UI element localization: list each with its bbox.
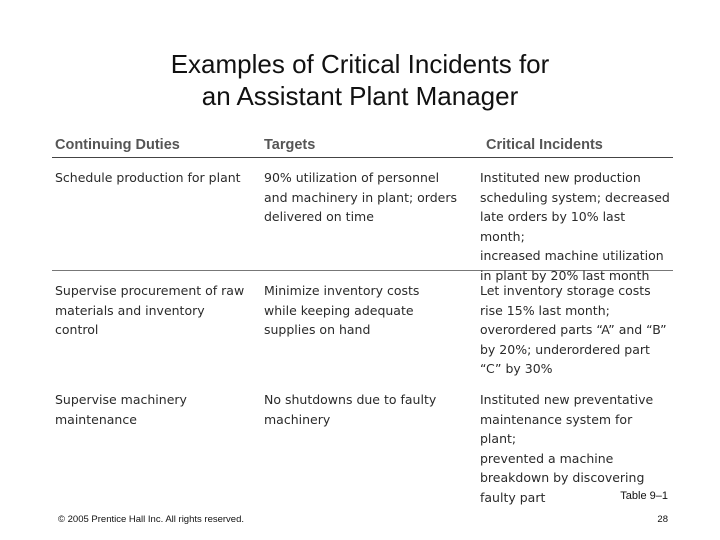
header-critical-incidents: Critical Incidents [486, 137, 603, 153]
table-header-row [52, 137, 673, 158]
table-row [52, 271, 673, 380]
incident-cell: Let inventory storage costs rise 15% last month; overordered parts “A” and “B” by 20%; underordered part “C” by 30% [480, 283, 667, 377]
incident-cell: Instituted new preventative maintenance system for plant; prevented a machine breakdown by discovering faulty part [480, 392, 654, 505]
target-cell: Minimize inventory costs while keeping adequate supplies on hand [264, 283, 420, 338]
header-continuing-duties: Continuing Duties [55, 137, 180, 153]
incident-cell: Instituted new production scheduling system; decreased late orders by 10% last month; increased machine utilization in plant by 20% last month [480, 170, 670, 283]
title-line-1: Examples of Critical Incidents for [170, 49, 550, 79]
header-targets: Targets [264, 137, 316, 153]
page-number: 28 [657, 514, 668, 525]
duty-cell: Supervise machinery maintenance [55, 392, 187, 427]
copyright-footer: © 2005 Prentice Hall Inc. All rights reserved. [58, 514, 245, 525]
target-cell: No shutdowns due to faulty machinery [264, 392, 437, 427]
title-line-2: an Assistant Plant Manager [201, 81, 519, 111]
table-number: Table 9–1 [620, 490, 668, 502]
duty-cell: Schedule production for plant [55, 170, 241, 185]
duty-cell: Supervise procurement of raw materials and inventory control [55, 283, 245, 338]
target-cell: 90% utilization of personnel and machinery in plant; orders delivered on time [264, 170, 458, 225]
table-row [52, 158, 673, 283]
slide-title [0, 48, 720, 112]
